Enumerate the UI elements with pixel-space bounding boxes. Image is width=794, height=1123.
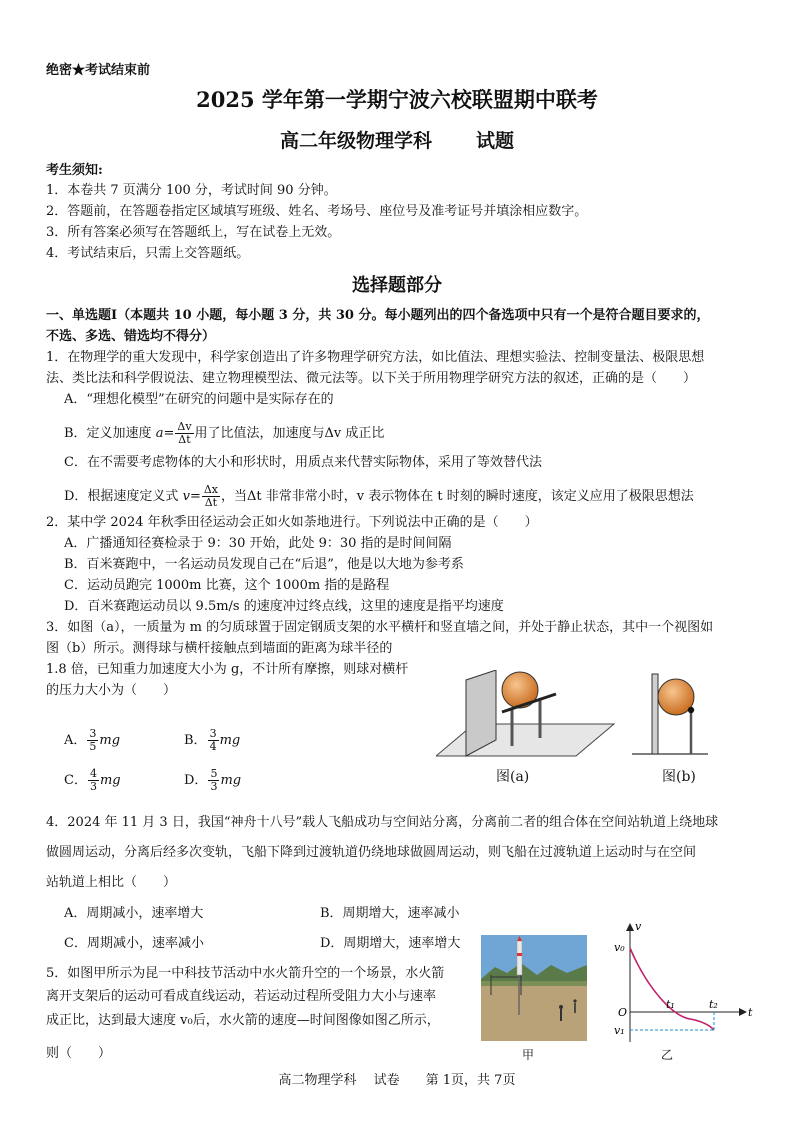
q4-option-a: A．周期减小，速率增大 — [64, 906, 204, 921]
q1-option-d: D．根据速度定义式 v= $\frac{\Delta x}{\Delta t}$ ，当Δt 非常非常小时，v 表示物体在 t 时刻的瞬时速度，该定义应用了极限思想法 — [64, 483, 694, 509]
q2-option-a: A．广播通知径赛检录于 9：30 开始，此处 9：30 指的是时间间隔 — [64, 536, 452, 551]
t2-label: t₂ — [709, 998, 718, 1011]
q3-stem: 1.8 倍，已知重力加速度大小为 g，不计所有摩擦，则球对横杆 — [46, 662, 409, 677]
q4-stem: 4．2024 年 11 月 3 日，我国“神舟十八号”载人飞船成功与空间站分离，分离前二者的组合体在空间站轨道上绕地球 — [46, 815, 719, 830]
notice-item: 3．所有答案必须写在答题纸上，写在试卷上无效。 — [46, 225, 341, 240]
notice-item: 2．答题前，在答题卷指定区域填写班级、姓名、考场号、座位号及准考证号并填涂相应数字。 — [46, 204, 588, 219]
graph-caption: 乙 — [661, 1048, 674, 1062]
q3-option-d: D． $\frac{5}{3}$ mg — [184, 767, 242, 793]
q1-option-b: B．定义加速度 a= $\frac{\Delta v}{\Delta t}$ 用了比值法，加速度与Δv 成正比 — [64, 420, 385, 446]
secret-label: 绝密★考试结束前 — [46, 63, 151, 78]
q5-stem: 离开支架后的运动可看成直线运动，若运动过程所受阻力大小与速率 — [46, 989, 437, 1004]
origin-label: O — [618, 1006, 628, 1019]
v1-label: v₁ — [614, 1024, 625, 1037]
notice-heading: 考生须知: — [46, 163, 103, 178]
figure-a-sphere-on-bar — [436, 670, 616, 762]
water-rocket-photo — [481, 935, 587, 1041]
photo-caption: 甲 — [522, 1048, 535, 1062]
acceleration-fraction: $\frac{\Delta v}{\Delta t}$ — [177, 420, 192, 446]
q2-option-c: C．运动员跑完 1000m 比赛，这个 1000m 指的是路程 — [64, 578, 390, 593]
q4-option-d: D．周期增大，速率增大 — [320, 936, 461, 951]
q3-option-c: C． $\frac{4}{3}$ mg — [64, 767, 121, 793]
v0-label: v₀ — [614, 941, 625, 954]
exam-title: 2025 学年第一学期宁波六校联盟期中联考 — [196, 87, 598, 112]
notice-item: 1．本卷共 7 页满分 100 分，考试时间 90 分钟。 — [46, 183, 337, 198]
q1-option-a: A．“理想化模型”在研究的问题中是实际存在的 — [64, 392, 334, 407]
subject-label: 高二年级物理学科 — [279, 130, 432, 152]
q2-option-b: B．百米赛跑中，一名运动员发现自己在“后退”，他是以大地为参考系 — [64, 557, 464, 572]
q4-option-c: C．周期减小，速率减小 — [64, 936, 204, 951]
section-title: 选择题部分 — [352, 275, 442, 296]
v-axis-label: v — [635, 920, 642, 933]
q3-option-b: B． $\frac{3}{4}$ mg — [184, 727, 241, 753]
figure-a-caption: 图(a) — [496, 769, 530, 785]
section-instruction: 一、单选题Ⅰ（本题共 10 小题，每小题 3 分，共 30 分。每小题列出的四个备选项中只有一个是符合题目要求的， — [46, 308, 710, 323]
q3-stem: 的压力大小为（ ） — [46, 683, 177, 698]
q3-stem: 3．如图（a），一质量为 m 的匀质球置于固定钢质支架的水平横杆和竖直墙之间，并处于静止状态，其中一个视图如 — [46, 620, 714, 635]
t1-label: t₁ — [666, 998, 675, 1011]
q4-stem: 站轨道上相比（ ） — [46, 875, 177, 890]
velocity-curve — [630, 948, 714, 1030]
page-footer: 高二物理学科 试卷 第 1页，共 7页 — [278, 1073, 516, 1088]
q3-stem: 图（b）所示。测得球与横杆接触点到墙面的距离为球半径的 — [46, 641, 393, 656]
t-axis-label: t — [748, 1006, 753, 1019]
q1-stem: 法、类比法和科学假说法、建立物理模型法、微元法等。以下关于所用物理学研究方法的叙述，正确的是（ ） — [46, 371, 697, 386]
velocity-time-graph — [608, 920, 758, 1046]
q5-stem: 则（ ） — [46, 1046, 112, 1061]
q2-option-d: D．百米赛跑运动员以 9.5m/s 的速度冲过终点线，这里的速度是指平均速度 — [64, 599, 504, 614]
section-instruction: 不选、多选、错选均不得分） — [46, 329, 216, 344]
velocity-fraction: $\frac{\Delta x}{\Delta t}$ — [203, 483, 218, 509]
figure-b-side-view — [630, 670, 710, 758]
q5-stem: 成正比，达到最大速度 v₀后，水火箭的速度—时间图像如图乙所示， — [46, 1013, 440, 1028]
notice-item: 4．考试结束后，只需上交答题纸。 — [46, 246, 250, 261]
paper-type-label: 试题 — [476, 130, 515, 152]
q4-stem: 做圆周运动，分离后经多次变轨，飞船下降到过渡轨道仍绕地球做圆周运动，则飞船在过渡轨道上运动时与在空间 — [46, 845, 697, 860]
q1-stem: 1．在物理学的重大发现中，科学家创造出了许多物理学研究方法，如比值法、理想实验法、控制变量法、极限思想 — [46, 350, 705, 365]
q3-option-a: A． $\frac{3}{5}$ mg — [64, 727, 121, 753]
q4-option-b: B．周期增大，速率减小 — [320, 906, 460, 921]
exam-subtitle — [0, 128, 794, 154]
q1-option-c: C．在不需要考虑物体的大小和形状时，用质点来代替实际物体，采用了等效替代法 — [64, 455, 542, 470]
q2-stem: 2．某中学 2024 年秋季田径运动会正如火如荼地进行。下列说法中正确的是（ ） — [46, 515, 538, 530]
figure-b-caption: 图(b) — [662, 769, 696, 785]
q5-stem: 5．如图甲所示为昆一中科技节活动中水火箭升空的一个场景，水火箭 — [46, 966, 445, 981]
